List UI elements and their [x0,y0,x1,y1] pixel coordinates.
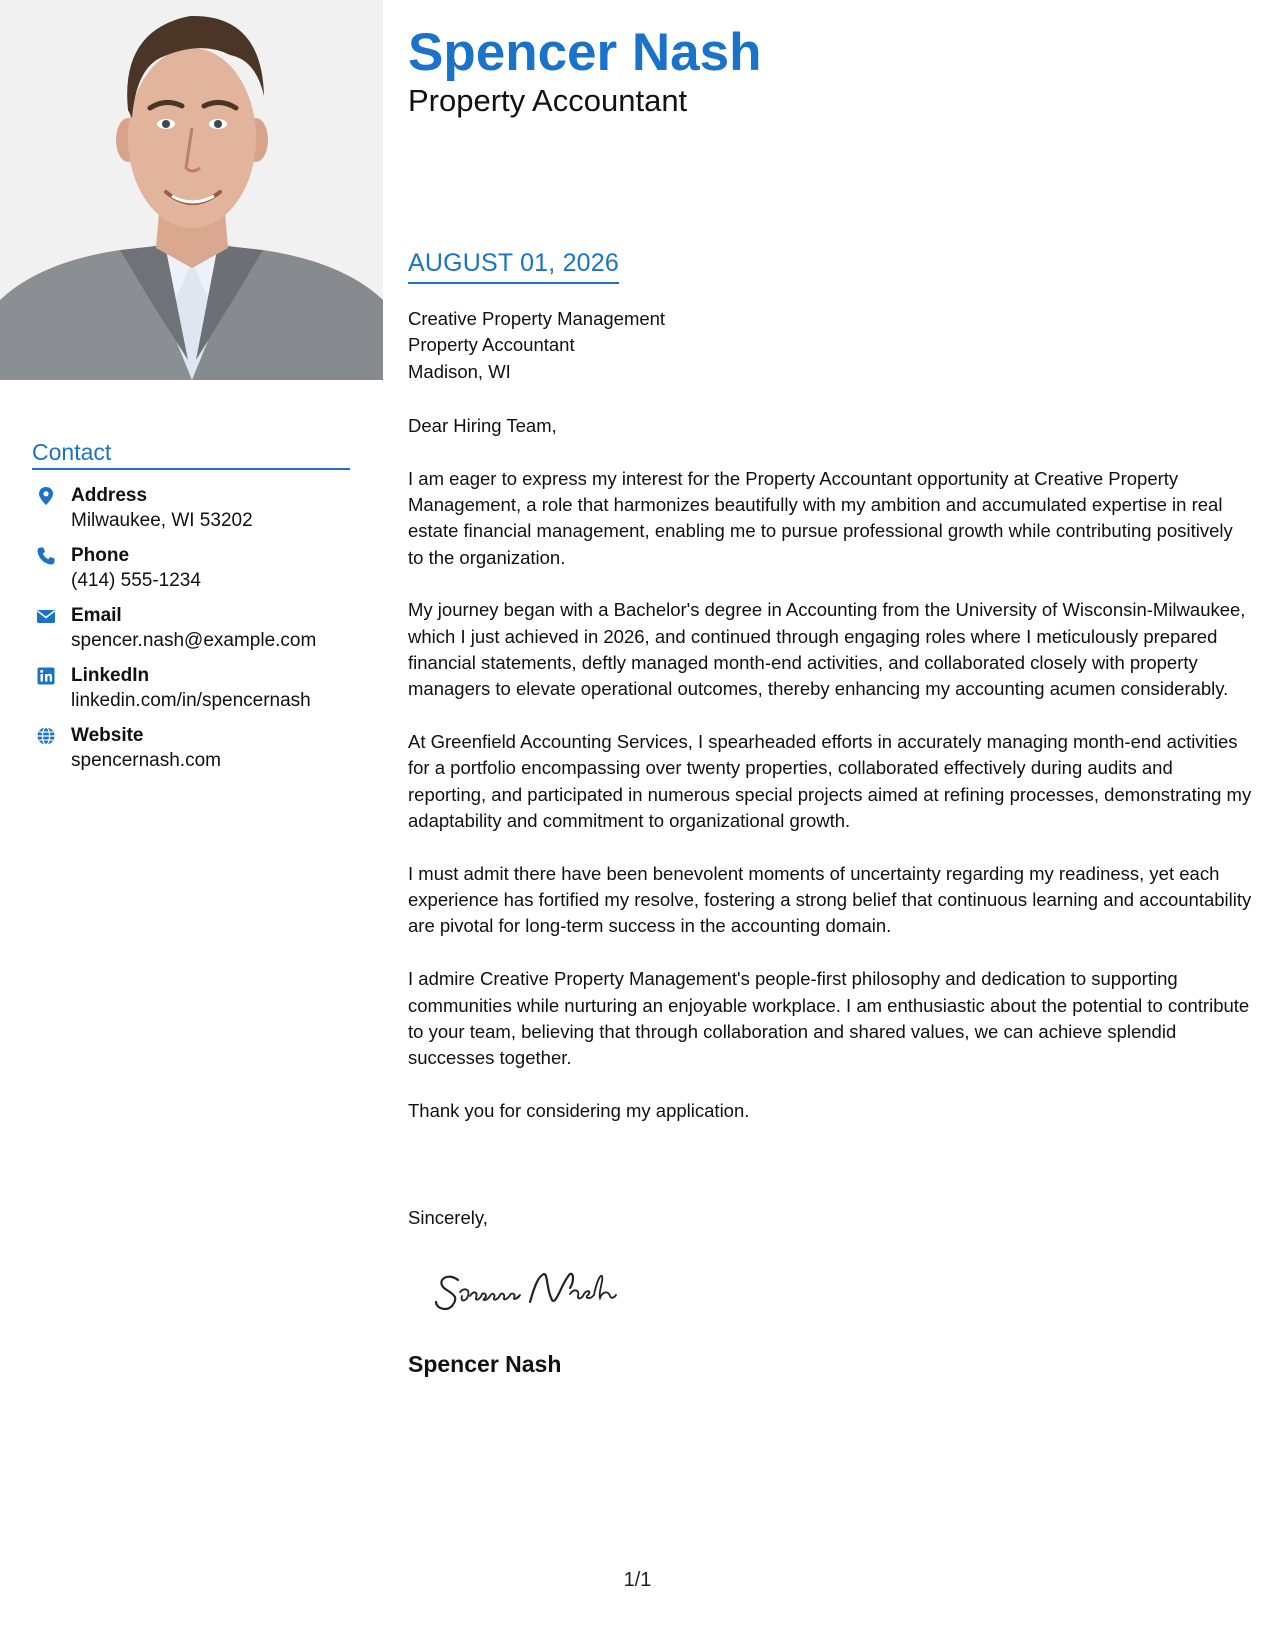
contact-linkedin [32,664,362,718]
letter-paragraph: I admire Creative Property Management's people-first philosophy and dedication to supporting communities while nurturing an enjoyable workplace. I am enthusiastic about the potential to contribute to your team, believing that through collaboration and shared values, we can achieve splendid successes together. [408,968,1250,1069]
contact-label: Phone [71,545,130,566]
contact-phone [32,544,362,598]
recipient-location: Madison, WI [408,360,511,382]
contact-label: Website [71,725,144,746]
applicant-title: Property Accountant [408,83,688,118]
salutation: Dear Hiring Team, [408,415,557,436]
letter-date: AUGUST 01, 2026 [408,248,619,284]
handwritten-signature [430,1262,660,1322]
contact-label: Address [71,485,148,506]
signed-name: Spencer Nash [408,1351,562,1377]
letter-paragraph: At Greenfield Accounting Services, I spearheaded efforts in accurately managing month-end activities for a portfolio encompassing over twenty properties, collaborated effectively during audits and reporting, and participated in numerous special projects aimed at refining processes, demonstrating my adaptability and commitment to organizational growth. [408,731,1252,832]
recipient-block [408,306,665,385]
phone-icon [36,546,56,566]
letter-paragraph: My journey began with a Bachelor's degree in Accounting from the University of Wisconsin-Milwaukee, which I just achieved in 2026, and continued through engaging roles where I meticulously prepared financial statements, deftly managed month-end activities, and collaborated closely with property managers to elevate operational outcomes, thereby enhancing my accounting acumen considerably. [408,599,1246,700]
applicant-name: Spencer Nash [408,23,762,82]
contact-label: LinkedIn [71,665,150,686]
contact-section-title: Contact [32,438,350,470]
envelope-icon [36,606,56,626]
letter-paragraph: I am eager to express my interest for the Property Accountant opportunity at Creative Property Management, a role that harmonizes beautifully with my ambition and accumulated expertise in real estate financial management, enabling me to pursue professional growth while contributing positively to the organization. [408,467,1233,568]
portrait-illustration [0,0,383,380]
contact-website [32,724,362,778]
globe-icon [36,726,56,746]
recipient-position: Property Accountant [408,334,575,356]
closing: Sincerely, [408,1207,488,1228]
contact-value: (414) 555-1234 [71,570,201,591]
contact-address [32,484,362,538]
contact-value: Milwaukee, WI 53202 [71,510,253,531]
page-number: 1/1 [623,1569,652,1591]
contact-label: Email [71,605,122,626]
letter-body [408,413,1253,1151]
signature-image [430,1262,660,1322]
map-pin-icon [36,486,56,506]
letter-paragraph: Thank you for considering my application. [408,1099,750,1121]
contact-value: spencer.nash@example.com [71,630,317,651]
contact-value: spencernash.com [71,750,221,771]
recipient-company: Creative Property Management [408,308,666,329]
contact-email [32,604,362,658]
profile-photo [0,0,383,380]
contact-value: linkedin.com/in/spencernash [71,690,311,711]
letter-paragraph: I must admit there have been benevolent moments of uncertainty regarding my readiness, yet each experience has fortified my resolve, fostering a strong belief that continuous learning and accountability are pivotal for long-term success in the accounting domain. [408,862,1252,937]
linkedin-icon [36,666,56,686]
